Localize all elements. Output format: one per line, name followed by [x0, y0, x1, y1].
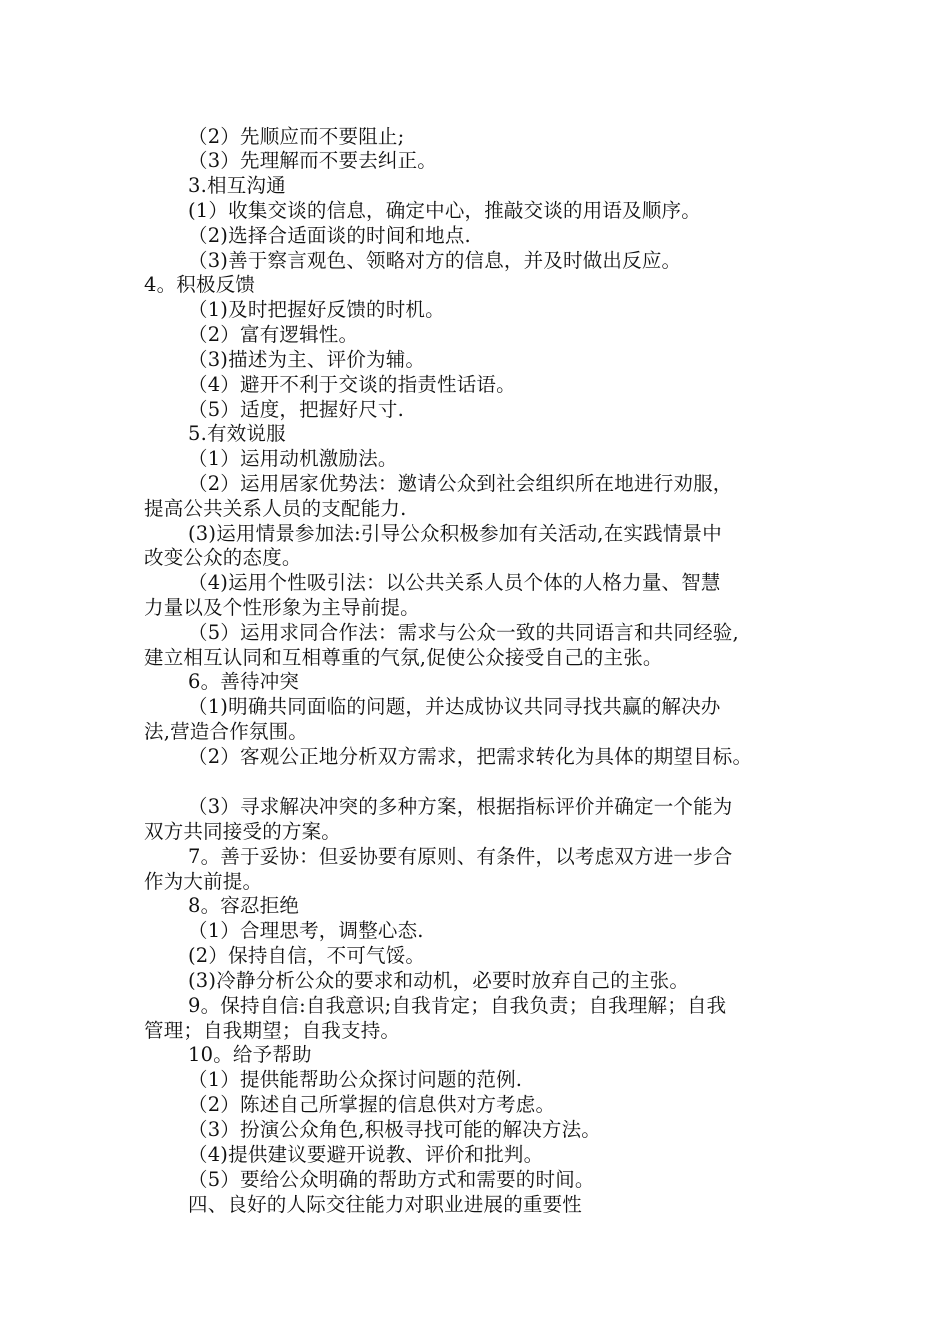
- text-line: (2）保持自信，不可气馁。: [188, 944, 426, 967]
- text-line: (3)运用情景参加法:引导公众积极参加有关活动,在实践情景中: [188, 522, 722, 545]
- text-line: （1)及时把握好反馈的时机。: [188, 298, 445, 321]
- section-heading: 10。给予帮助: [188, 1043, 312, 1066]
- text-line: 双方共同接受的方案。: [144, 820, 342, 843]
- text-line: 法,营造合作氛围。: [144, 720, 308, 743]
- text-line: （3）寻求解决冲突的多种方案，根据指标评价并确定一个能为: [188, 795, 733, 818]
- text-line: 力量以及个性形象为主导前提。: [144, 596, 420, 619]
- text-line: （2)选择合适面谈的时间和地点.: [188, 224, 471, 247]
- section-heading: 8。容忍拒绝: [188, 894, 300, 917]
- text-line: 作为大前提。: [144, 870, 263, 893]
- text-line: 提高公共关系人员的支配能力.: [144, 497, 407, 520]
- section-heading: 4。积极反馈: [144, 273, 256, 296]
- section-heading: 5.有效说服: [188, 422, 286, 445]
- section-heading: 9。保持自信:自我意识;自我肯定；自我负责；自我理解；自我: [188, 994, 727, 1017]
- text-line: （1）运用动机激励法。: [188, 447, 398, 470]
- section-heading: 6。善待冲突: [188, 670, 300, 693]
- text-line: （1）提供能帮助公众探讨问题的范例.: [188, 1068, 523, 1091]
- text-line: （1)明确共同面临的问题，并达成协议共同寻找共赢的解决办: [188, 695, 721, 718]
- text-line: (3)冷静分析公众的要求和动机，必要时放弃自己的主张。: [188, 969, 690, 992]
- text-line: （4)提供建议要避开说教、评价和批判。: [188, 1143, 544, 1166]
- text-line: （3）先理解而不要去纠正。: [188, 149, 438, 172]
- text-line: （4)运用个性吸引法：以公共关系人员个体的人格力量、智慧: [188, 571, 721, 594]
- text-line: （4）避开不利于交谈的指责性话语。: [188, 373, 516, 396]
- text-line: （2）运用居家优势法：邀请公众到社会组织所在地进行劝服，: [188, 472, 733, 495]
- text-line: （5）适度，把握好尺寸.: [188, 398, 405, 421]
- text-line: （3)善于察言观色、领略对方的信息，并及时做出反应。: [188, 249, 682, 272]
- section-heading: 7。善于妥协：但妥协要有原则、有条件，以考虑双方进一步合: [188, 845, 733, 868]
- text-line: （5）运用求同合作法：需求与公众一致的共同语言和共同经验,: [188, 621, 739, 644]
- text-line: 管理；自我期望；自我支持。: [144, 1019, 401, 1042]
- text-line: (1）收集交谈的信息，确定中心，推敲交谈的用语及顺序。: [188, 199, 701, 222]
- section-heading: 四、良好的人际交往能力对职业进展的重要性: [188, 1193, 583, 1216]
- text-line: （2）富有逻辑性。: [188, 323, 359, 346]
- text-line: （2）客观公正地分析双方需求，把需求转化为具体的期望目标。: [188, 745, 753, 768]
- text-line: （1）合理思考，调整心态.: [188, 919, 424, 942]
- text-line: （2）先顺应而不要阻止;: [188, 125, 405, 148]
- section-heading: 3.相互沟通: [188, 174, 286, 197]
- text-line: （2）陈述自己所掌握的信息供对方考虑。: [188, 1093, 556, 1116]
- text-line: 建立相互认同和互相尊重的气氛,促使公众接受自己的主张。: [144, 646, 663, 669]
- text-line: 改变公众的态度。: [144, 546, 302, 569]
- text-line: （5）要给公众明确的帮助方式和需要的时间。: [188, 1168, 595, 1191]
- text-line: （3)描述为主、评价为辅。: [188, 348, 426, 371]
- text-line: （3）扮演公众角色,积极寻找可能的解决方法。: [188, 1118, 602, 1141]
